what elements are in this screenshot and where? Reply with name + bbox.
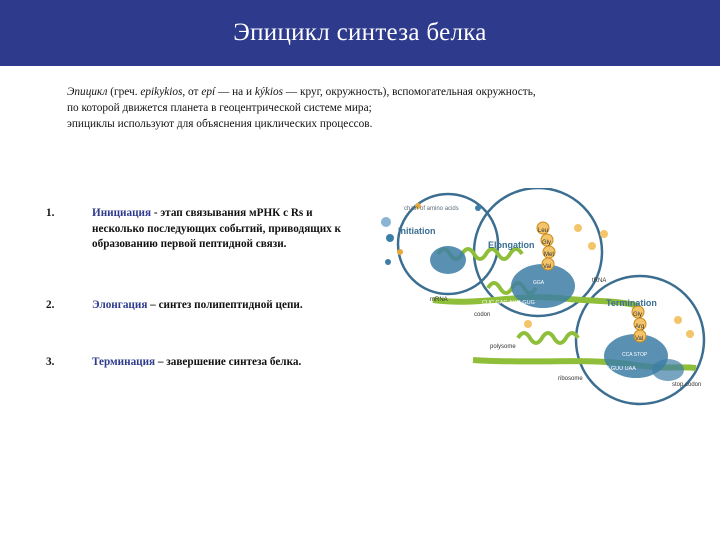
free-amino-acid — [524, 320, 532, 328]
step-term: Инициация — [92, 207, 152, 219]
intro-text: — круг, окружность), вспомогательная окружность, — [283, 86, 536, 98]
mrna-label: mRNA — [430, 297, 448, 303]
intro-line-3: эпициклы используют для объяснения циклических процессов. — [67, 118, 373, 130]
step-term: Элонгация — [92, 299, 148, 311]
codon-sequence-e: CUC GAG AUG GUG — [482, 300, 535, 306]
step-text — [92, 355, 357, 371]
step-term: Терминация — [92, 356, 156, 368]
free-amino-acid — [574, 224, 582, 232]
step-description: - этап связывания мРНК с Rs и несколько последующих событий, приводящих к образованию первой пептидной связи. — [92, 207, 341, 250]
termination-label: Termination — [606, 298, 657, 308]
subunit-dot — [475, 205, 481, 211]
intro-epi: epí — [201, 86, 216, 98]
subunit-dot — [385, 259, 391, 265]
free-amino-acid — [600, 230, 608, 238]
aa-label: Gly — [542, 240, 551, 246]
initiation-label: Initiation — [398, 226, 436, 236]
free-amino-acid — [588, 242, 596, 250]
diagram-svg — [378, 188, 706, 410]
intro-line-1 — [67, 86, 536, 98]
codon-label: codon — [474, 312, 491, 318]
step-description: – синтез полипептидной цепи. — [147, 299, 303, 311]
amino-dot — [397, 249, 403, 255]
intro-text: — на и — [215, 86, 255, 98]
free-amino-acid — [674, 316, 682, 324]
polysome-chain — [518, 333, 578, 343]
subunit-dot — [381, 217, 391, 227]
intro-text: (греч. — [107, 86, 141, 98]
title-bar — [0, 0, 720, 66]
intro-paragraph — [67, 84, 687, 132]
aa-label: Met — [544, 252, 555, 258]
page-title: Эпицикл синтеза белка — [233, 19, 487, 46]
aa-label: Gly — [633, 312, 642, 318]
trna-label: tRNA — [592, 278, 607, 284]
stop-codon-label: stop codon — [672, 382, 702, 388]
subunit-dot — [386, 234, 394, 242]
intro-term: Эпицикл — [67, 86, 108, 98]
step-number: 2. — [46, 299, 55, 311]
elongation-label: Elongation — [488, 240, 535, 250]
intro-kyklos: kýkios — [254, 86, 284, 98]
step-text — [92, 206, 357, 253]
aa-label: Val — [635, 336, 644, 342]
free-amino-acid — [686, 330, 694, 338]
intro-greek-word: epikykios — [140, 86, 183, 98]
step-number: 3. — [46, 356, 55, 368]
aa-label: Arg — [635, 324, 645, 330]
step-description: – завершение синтеза белка. — [155, 356, 302, 368]
free-ribosome — [652, 359, 684, 381]
ribosome-label: ribosome — [558, 376, 583, 382]
step-number: 1. — [46, 207, 55, 219]
aa-label: Leu — [538, 228, 549, 234]
anticodon-t: CCA STOP — [622, 352, 648, 358]
polysome-label: polysome — [490, 344, 516, 350]
anticodon-e: GGA — [533, 280, 545, 286]
intro-text: , от — [182, 86, 202, 98]
aa-label: Val — [543, 264, 552, 270]
ribosome-initiation — [430, 246, 466, 274]
step-text — [92, 298, 357, 314]
intro-line-2: по которой движется планета в геоцентрической системе мира; — [67, 102, 372, 114]
codon-sequence-t: GGA AGG GUU UAA — [584, 366, 636, 372]
protein-synthesis-diagram — [378, 188, 706, 410]
chain-label: chain of amino acids — [404, 206, 459, 212]
